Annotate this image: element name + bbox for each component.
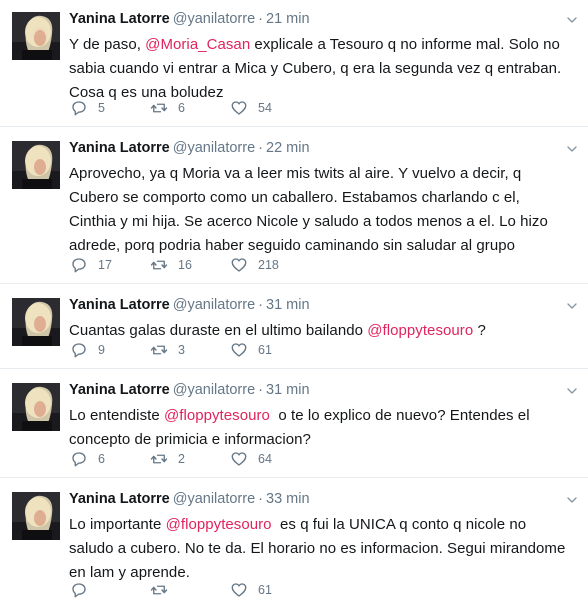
- like-button[interactable]: [230, 581, 310, 599]
- retweet-button[interactable]: [150, 256, 230, 274]
- like-count: 61: [258, 343, 272, 357]
- reply-icon: [70, 450, 88, 468]
- heart-icon: [230, 341, 248, 359]
- reply-button[interactable]: [70, 256, 150, 274]
- tweet[interactable]: [0, 127, 588, 284]
- retweet-count: 2: [178, 452, 185, 466]
- tweet[interactable]: [0, 478, 588, 597]
- chevron-down-icon[interactable]: [566, 300, 578, 312]
- author-handle[interactable]: @yanilatorre: [172, 382, 256, 398]
- text-segment: ?: [473, 322, 486, 339]
- reply-icon: [70, 99, 88, 117]
- retweet-icon: [150, 450, 168, 468]
- profile-photo: [12, 12, 60, 60]
- timestamp[interactable]: 31 min: [266, 297, 310, 313]
- tweet-header: [69, 381, 310, 399]
- timestamp[interactable]: 22 min: [266, 140, 310, 156]
- separator: ·: [258, 382, 263, 398]
- tweet-header: [69, 139, 310, 157]
- mention-link[interactable]: @floppytesouro: [165, 516, 272, 533]
- like-count: 61: [258, 583, 272, 597]
- mention-link[interactable]: @floppytesouro: [367, 322, 474, 339]
- like-count: 54: [258, 101, 272, 115]
- text-segment: es q fui la UNICA q conto q nicole no saludo a cubero. No te da. El horario no es informacion. Segui mirandome en lam y aprende.: [69, 516, 570, 581]
- text-segment: o te lo explico de nuevo? Entendes el concepto de primicia e informacion?: [69, 407, 534, 448]
- profile-photo: [12, 492, 60, 540]
- text-segment: explicale a Tesouro q no informe mal. Solo no sabia cuando vi entrar a Mica y Cubero, q era la segunda vez q entraban. Cosa q es una boludez: [69, 36, 566, 101]
- chevron-down-icon[interactable]: [566, 385, 578, 397]
- separator: ·: [258, 140, 263, 156]
- retweet-button[interactable]: [150, 341, 230, 359]
- chevron-down-icon[interactable]: [566, 14, 578, 26]
- separator: ·: [258, 11, 263, 27]
- tweet[interactable]: [0, 284, 588, 369]
- like-button[interactable]: [230, 99, 310, 117]
- retweet-count: 3: [178, 343, 185, 357]
- mention-link[interactable]: @Moria_Casan: [145, 36, 251, 53]
- retweet-icon: [150, 341, 168, 359]
- profile-photo: [12, 141, 60, 189]
- reply-button[interactable]: [70, 581, 150, 599]
- tweet-text: [69, 33, 569, 105]
- like-count: 218: [258, 258, 279, 272]
- separator: ·: [258, 297, 263, 313]
- author-handle[interactable]: @yanilatorre: [172, 297, 256, 313]
- tweet-text: [69, 513, 569, 585]
- author-name[interactable]: Yanina Latorre: [69, 491, 170, 507]
- tweet-actions: [70, 449, 310, 469]
- author-name[interactable]: Yanina Latorre: [69, 140, 170, 156]
- avatar[interactable]: [12, 383, 60, 431]
- tweet-actions: [70, 580, 310, 600]
- retweet-count: 16: [178, 258, 192, 272]
- heart-icon: [230, 581, 248, 599]
- avatar[interactable]: [12, 12, 60, 60]
- retweet-button[interactable]: [150, 99, 230, 117]
- timestamp[interactable]: 33 min: [266, 491, 310, 507]
- text-segment: Y de paso,: [69, 36, 146, 53]
- reply-icon: [70, 581, 88, 599]
- reply-button[interactable]: [70, 341, 150, 359]
- reply-count: 17: [98, 258, 112, 272]
- mention-link[interactable]: @floppytesouro: [163, 407, 270, 424]
- reply-count: 9: [98, 343, 105, 357]
- profile-photo: [12, 298, 60, 346]
- reply-count: 6: [98, 452, 105, 466]
- tweet-actions: [70, 98, 310, 118]
- author-handle[interactable]: @yanilatorre: [172, 11, 256, 27]
- avatar[interactable]: [12, 141, 60, 189]
- author-name[interactable]: Yanina Latorre: [69, 297, 170, 313]
- profile-photo: [12, 383, 60, 431]
- separator: ·: [258, 491, 263, 507]
- text-segment: Lo entendiste: [69, 407, 164, 424]
- like-button[interactable]: [230, 341, 310, 359]
- like-count: 64: [258, 452, 272, 466]
- author-handle[interactable]: @yanilatorre: [172, 140, 256, 156]
- author-name[interactable]: Yanina Latorre: [69, 11, 170, 27]
- reply-count: 5: [98, 101, 105, 115]
- like-button[interactable]: [230, 450, 310, 468]
- reply-icon: [70, 256, 88, 274]
- retweet-icon: [150, 581, 168, 599]
- heart-icon: [230, 450, 248, 468]
- tweet-text: [69, 162, 569, 258]
- chevron-down-icon[interactable]: [566, 143, 578, 155]
- reply-button[interactable]: [70, 99, 150, 117]
- author-name[interactable]: Yanina Latorre: [69, 382, 170, 398]
- reply-icon: [70, 341, 88, 359]
- text-segment: Lo importante: [69, 516, 166, 533]
- retweet-button[interactable]: [150, 581, 230, 599]
- tweet-header: [69, 490, 310, 508]
- avatar[interactable]: [12, 298, 60, 346]
- tweet-actions: [70, 340, 310, 360]
- like-button[interactable]: [230, 256, 310, 274]
- heart-icon: [230, 256, 248, 274]
- retweet-icon: [150, 256, 168, 274]
- chevron-down-icon[interactable]: [566, 494, 578, 506]
- heart-icon: [230, 99, 248, 117]
- retweet-icon: [150, 99, 168, 117]
- tweet-header: [69, 10, 310, 28]
- timestamp[interactable]: 31 min: [266, 382, 310, 398]
- tweet-actions: [70, 255, 310, 275]
- tweet-header: [69, 296, 310, 314]
- text-segment: Cuantas galas duraste en el ultimo bailando: [69, 322, 368, 339]
- timestamp[interactable]: 21 min: [266, 11, 310, 27]
- text-segment: Aprovecho, ya q Moria va a leer mis twits al aire. Y vuelvo a decir, q Cubero se comporto como un caballero. Estabamos charlando c el, Cinthia y mi hija. Se acerco Nicole y saludo a todos menos a el. Lo hizo adrede, porq podria haber seguido caminando sin saludar al grupo: [69, 165, 553, 254]
- tweet-text: [69, 404, 569, 452]
- avatar[interactable]: [12, 492, 60, 540]
- tweet[interactable]: [0, 0, 588, 127]
- tweet[interactable]: [0, 369, 588, 478]
- retweet-count: 6: [178, 101, 185, 115]
- reply-button[interactable]: [70, 450, 150, 468]
- retweet-button[interactable]: [150, 450, 230, 468]
- author-handle[interactable]: @yanilatorre: [172, 491, 256, 507]
